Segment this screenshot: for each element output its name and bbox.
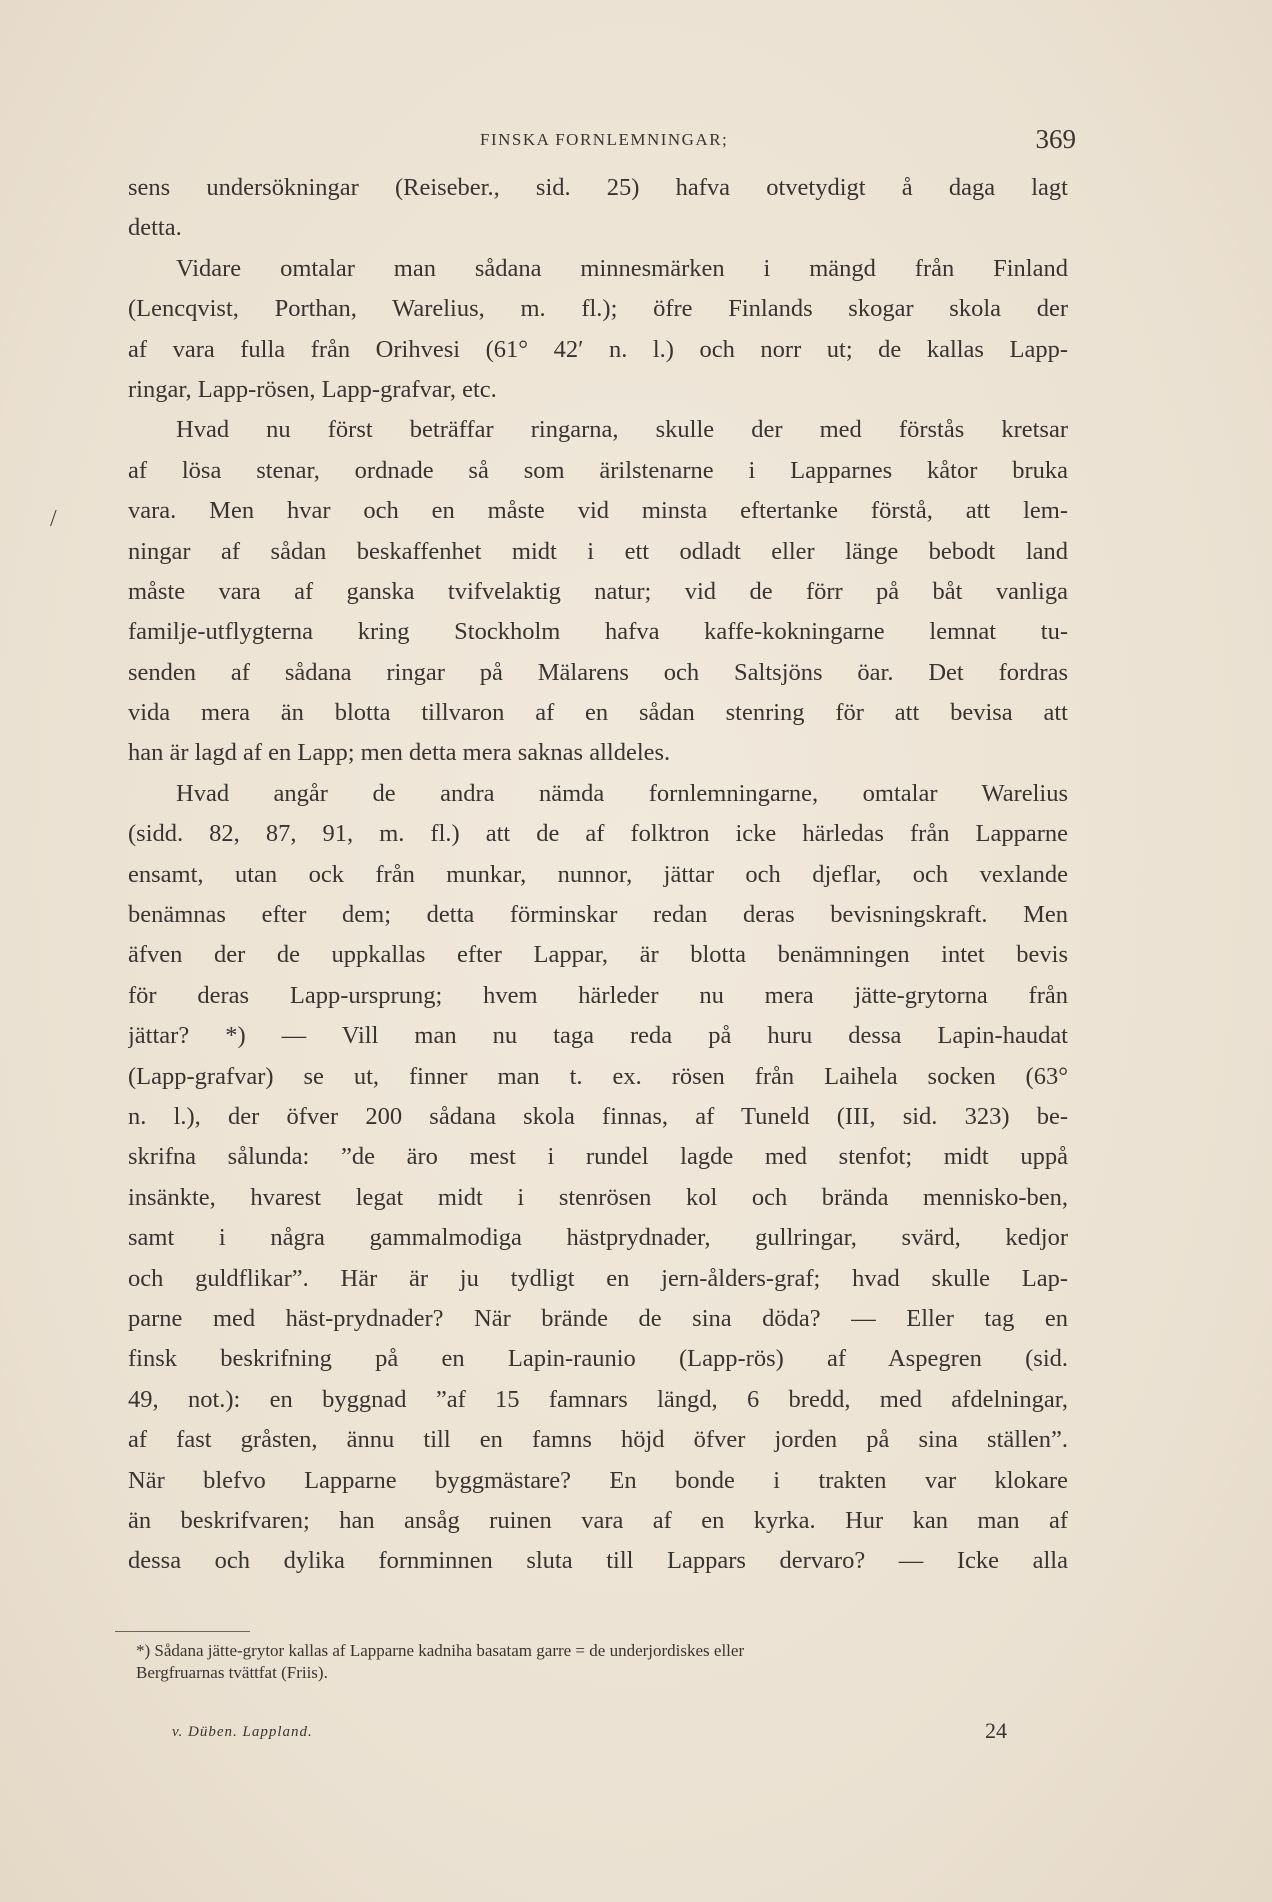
text-line: benämnas efter dem; detta förminskar redan deras bevisningskraft. Men xyxy=(128,901,1068,929)
text-line: senden af sådana ringar på Mälarens och Saltsjöns öar. Det fordras xyxy=(128,658,1068,686)
text-line: vara. Men hvar och en måste vid minsta eftertanke förstå, att lem- xyxy=(128,497,1068,525)
text-line: måste vara af ganska tvifvelaktig natur; vid de förr på båt vanliga xyxy=(128,577,1068,605)
text-line: Vidare omtalar man sådana minnesmärken i mängd från Finland xyxy=(176,254,1068,282)
text-line: n. l.), der öfver 200 sådana skola finnas, af Tuneld (III, sid. 323) be- xyxy=(128,1102,1068,1130)
text-line: finsk beskrifning på en Lapin-raunio (Lapp-rös) af Aspegren (sid. xyxy=(128,1345,1068,1373)
text-line: vida mera än blotta tillvaron af en sådan stenring för att bevisa att xyxy=(128,699,1068,727)
running-title: FINSKA FORNLEMNINGAR; xyxy=(480,130,729,149)
footnote-divider xyxy=(115,1631,250,1632)
footnote xyxy=(136,1640,1066,1684)
text-line: äfven der de uppkallas efter Lappar, är blotta benämningen intet bevis xyxy=(128,941,1068,969)
text-line: När blefvo Lapparne byggmästare? En bonde i trakten var klokare xyxy=(128,1466,1068,1494)
text-line: ringar, Lapp-rösen, Lapp-grafvar, etc. xyxy=(128,375,497,403)
text-line: dessa och dylika fornminnen sluta till Lappars dervaro? — Icke alla xyxy=(128,1547,1068,1575)
footnote-line: Bergfruarnas tvättfat (Friis). xyxy=(136,1663,328,1682)
text-line: 49, not.): en byggnad ”af 15 famnars längd, 6 bredd, med afdelningar, xyxy=(128,1385,1068,1413)
text-line: skrifna sålunda: ”de äro mest i rundel lagde med stenfot; midt uppå xyxy=(128,1143,1068,1171)
text-line: för deras Lapp-ursprung; hvem härleder nu mera jätte-grytorna från xyxy=(128,981,1068,1009)
text-line: (sidd. 82, 87, 91, m. fl.) att de af folktron icke härledas från Lapparne xyxy=(128,820,1068,848)
page-number: 369 xyxy=(1035,124,1076,154)
text-line: samt i några gammalmodiga hästprydnader, gullringar, svärd, kedjor xyxy=(128,1224,1068,1252)
text-line: Hvad nu först beträffar ringarna, skulle der med förstås kretsar xyxy=(176,416,1068,444)
margin-pencil-mark: / xyxy=(50,506,57,532)
text-line: än beskrifvaren; han ansåg ruinen vara af en kyrka. Hur kan man af xyxy=(128,1506,1068,1534)
footnote-line: *) Sådana jätte-grytor kallas af Lapparne kadniha basatam garre = de underjordiskes eller xyxy=(136,1641,745,1660)
text-line: (Lencqvist, Porthan, Warelius, m. fl.); öfre Finlands skogar skola der xyxy=(128,295,1068,323)
text-line: familje-utflygterna kring Stockholm hafva kaffe-kokningarne lemnat tu- xyxy=(128,618,1068,646)
text-line: ningar af sådan beskaffenhet midt i ett odladt eller länge bebodt land xyxy=(128,537,1068,565)
text-line: af lösa stenar, ordnade så som ärilstenarne i Lapparnes kåtor bruka xyxy=(128,456,1068,484)
text-line: han är lagd af en Lapp; men detta mera saknas alldeles. xyxy=(128,739,671,767)
page-header xyxy=(130,124,1076,164)
body-text xyxy=(128,168,1068,1582)
text-line: parne med häst-prydnader? När brände de sina döda? — Eller tag en xyxy=(128,1304,1068,1332)
text-line: Hvad angår de andra nämda fornlemningarne, omtalar Warelius xyxy=(176,779,1068,807)
text-line: detta. xyxy=(128,214,182,242)
text-line: och guldflikar”. Här är ju tydligt en jern-ålders-graf; hvad skulle Lap- xyxy=(128,1264,1068,1292)
text-line: sens undersökningar (Reiseber., sid. 25) hafva otvetydigt å daga lagt xyxy=(128,174,1068,201)
text-line: ensamt, utan ock från munkar, nunnor, jättar och djeflar, och vexlande xyxy=(128,860,1068,888)
text-line: af vara fulla från Orihvesi (61° 42′ n. l.) och norr ut; de kallas Lapp- xyxy=(128,335,1068,363)
text-line: (Lapp-grafvar) se ut, finner man t. ex. rösen från Laihela socken (63° xyxy=(128,1062,1068,1090)
text-line: af fast gråsten, ännu till en famns höjd öfver jorden på sina ställen”. xyxy=(128,1426,1068,1454)
text-line: jättar? *) — Vill man nu taga reda på huru dessa Lapin-haudat xyxy=(128,1022,1068,1050)
sheet-number: 24 xyxy=(985,1718,1007,1743)
page-footer xyxy=(172,1718,1007,1748)
printer-signature: v. Düben. Lappland. xyxy=(172,1724,313,1740)
text-line: insänkte, hvarest legat midt i stenrösen kol och brända mennisko-ben, xyxy=(128,1183,1068,1211)
